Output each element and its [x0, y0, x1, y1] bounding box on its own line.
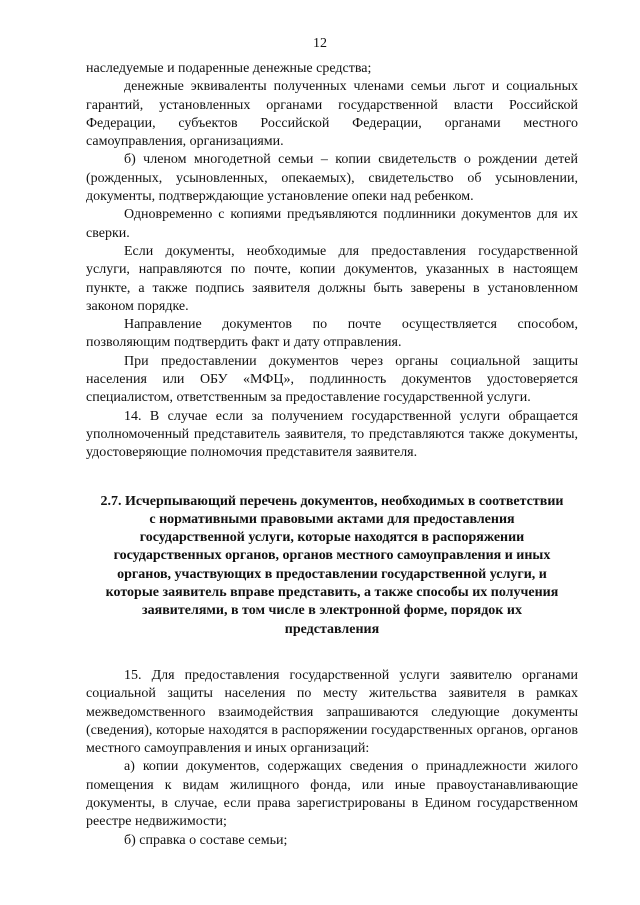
paragraph-mfc: При предоставлении документов через органы социальной защиты населения или ОБУ «МФЦ», подлинность документов удостоверяется специалистом, ответственным за предоставление государственной услуги. — [86, 353, 578, 406]
paragraph-14-representative: 14. В случае если за получением государственной услуги обращается уполномоченный представитель заявителя, то представляются также документы, удостоверяющие полномочия представителя заявителя. — [86, 408, 578, 461]
document-body — [86, 60, 578, 850]
paragraph-mail-method: Направление документов по почте осуществляется способом, позволяющим подтвердить факт и дату отправления. — [86, 317, 578, 351]
paragraph-15-a: а) копии документов, содержащих сведения о принадлежности жилого помещения к видам жилищного фонда, или иные правоустанавливающие документы, в случае, если права зарегистрированы в Едином государственном реестре недвижимости; — [86, 759, 578, 830]
paragraph-by-mail: Если документы, необходимые для предоставления государственной услуги, направляются по почте, копии документов, указанных в настоящем пункте, а также подпись заявителя должны быть заверены в установленном законом порядке. — [86, 243, 578, 314]
paragraph-large-family: б) членом многодетной семьи – копии свидетельств о рождении детей (рожденных, усыновленных, опекаемых), свидетельство об усыновлении, документы, подтверждающие установление опеки над ребенком. — [86, 152, 578, 205]
paragraph-15: 15. Для предоставления государственной услуги заявителю органами социальной защиты населения по месту жительства заявителя в рамках межведомственного взаимодействия запрашиваются следующие документы (сведения), которые находятся в распоряжении государственных органов, органов местного самоуправления и иных организаций: — [86, 667, 578, 757]
section-heading-2-7: 2.7. Исчерпывающий перечень документов, необходимых в соответствии с нормативными правовыми актами для предоставления государственной услуги, которые находятся в распоряжении государственных органов, органов местного самоуправления и иных органов, участвующих в предоставлении государственной услуги, и которые заявитель вправе представить, а также способы их получения заявителями, в том числе в электронной форме, порядок их представления — [100, 493, 564, 637]
paragraph-15-b: б) справка о составе семьи; — [124, 832, 288, 848]
paragraph-monetary-equivalents: денежные эквиваленты полученных членами семьи льгот и социальных гарантий, установленных органами государственной власти Российской Федерации, субъектов Российской Федерации, органами местного самоуправления, организациями. — [86, 79, 578, 150]
paragraph-originals: Одновременно с копиями предъявляются подлинники документов для их сверки. — [86, 207, 578, 241]
page-number: 12 — [313, 36, 327, 51]
paragraph-inherited-funds: наследуемые и подаренные денежные средства; — [86, 61, 372, 76]
